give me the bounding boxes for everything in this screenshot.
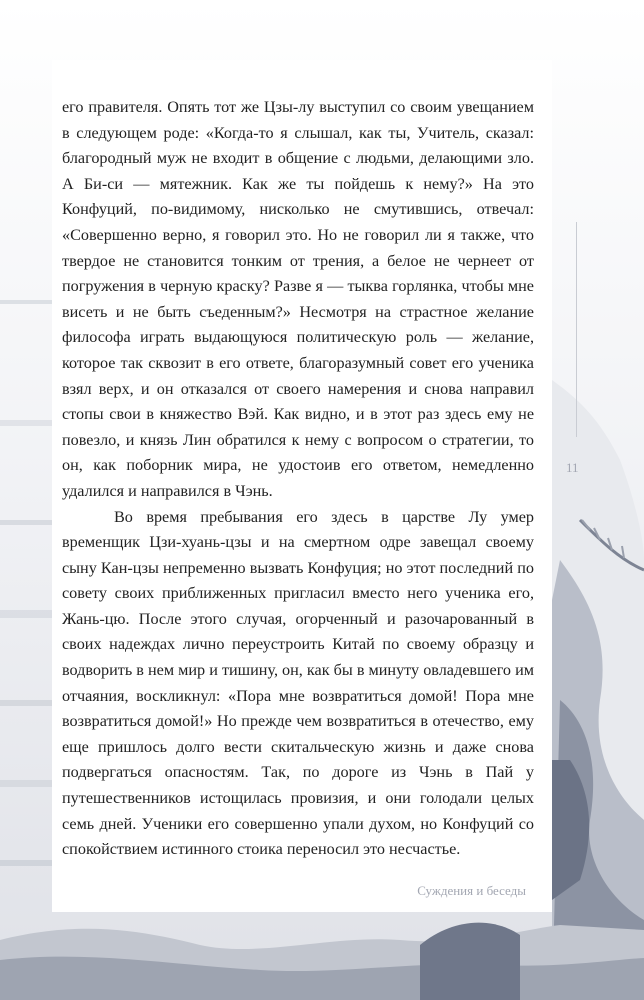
body-text [62,95,534,863]
page-number: 11 [566,460,579,475]
margin-rule [576,222,577,437]
running-footer: Суждения и беседы [417,883,526,898]
paragraph-2: Во время пребывания его здесь в царстве Лу умер временщик Цзи-хуань-цзы и на смертном одре завещал своему сыну Кан-цзы непременно вызвать Конфуция; но этот последний по совету своих приближенных пригласил вместо него ученика его, Жань-цю. После этого случая, огорченный и разочарованный в своих надеждах лично переустроить Китай по своему образцу и водворить в нем мир и тишину, он, как бы в минуту овладевшего им отчаяния, воскликнул: «Пора мне возвратиться домой! Пора мне возвратиться домой!» Но прежде чем возвратиться в отечество, ему еще пришлось долго вести скитальческую жизнь и даже снова подвергаться опасностям. Так, по дороге из Чэнь в Пай у путешественников истощилась провизия, и они голодали целых семь дней. Ученики его совершенно упали духом, но Конфуций со спокойствием истинного стоика переносил это несчастье. [62,507,534,859]
paragraph-1: его правителя. Опять тот же Цзы-лу выступил со своим увещанием в следующем роде: «Когда-то я слышал, как ты, Учитель, сказал: благородный муж не входит в общение с людьми, делающими зло. А Би-си — мятежник. Как же ты пойдешь к нему?» На это Конфуций, по-видимому, нисколько не смутившись, отвечал: «Совершенно верно, я говорил это. Но не говорил ли я также, что твердое не становится тонким от трения, а белое не чернеет от погружения в черную краску? Разве я — тыква горлянка, чтобы мне висеть и не быть съеденным?» Несмотря на страстное желание философа играть выдающуюся политическую роль — желание, которое так сквозит в его ответе, благоразумный совет его ученика взял верх, и он отказался от своего намерения и снова направил стопы свои в княжество Вэй. Как видно, и в этот раз здесь ему не повезло, и князь Лин обратился к нему с вопросом о стратегии, то он, как поборник мира, не удостоив его ответом, немедленно удалился и направился в Чэнь. [62,98,534,500]
